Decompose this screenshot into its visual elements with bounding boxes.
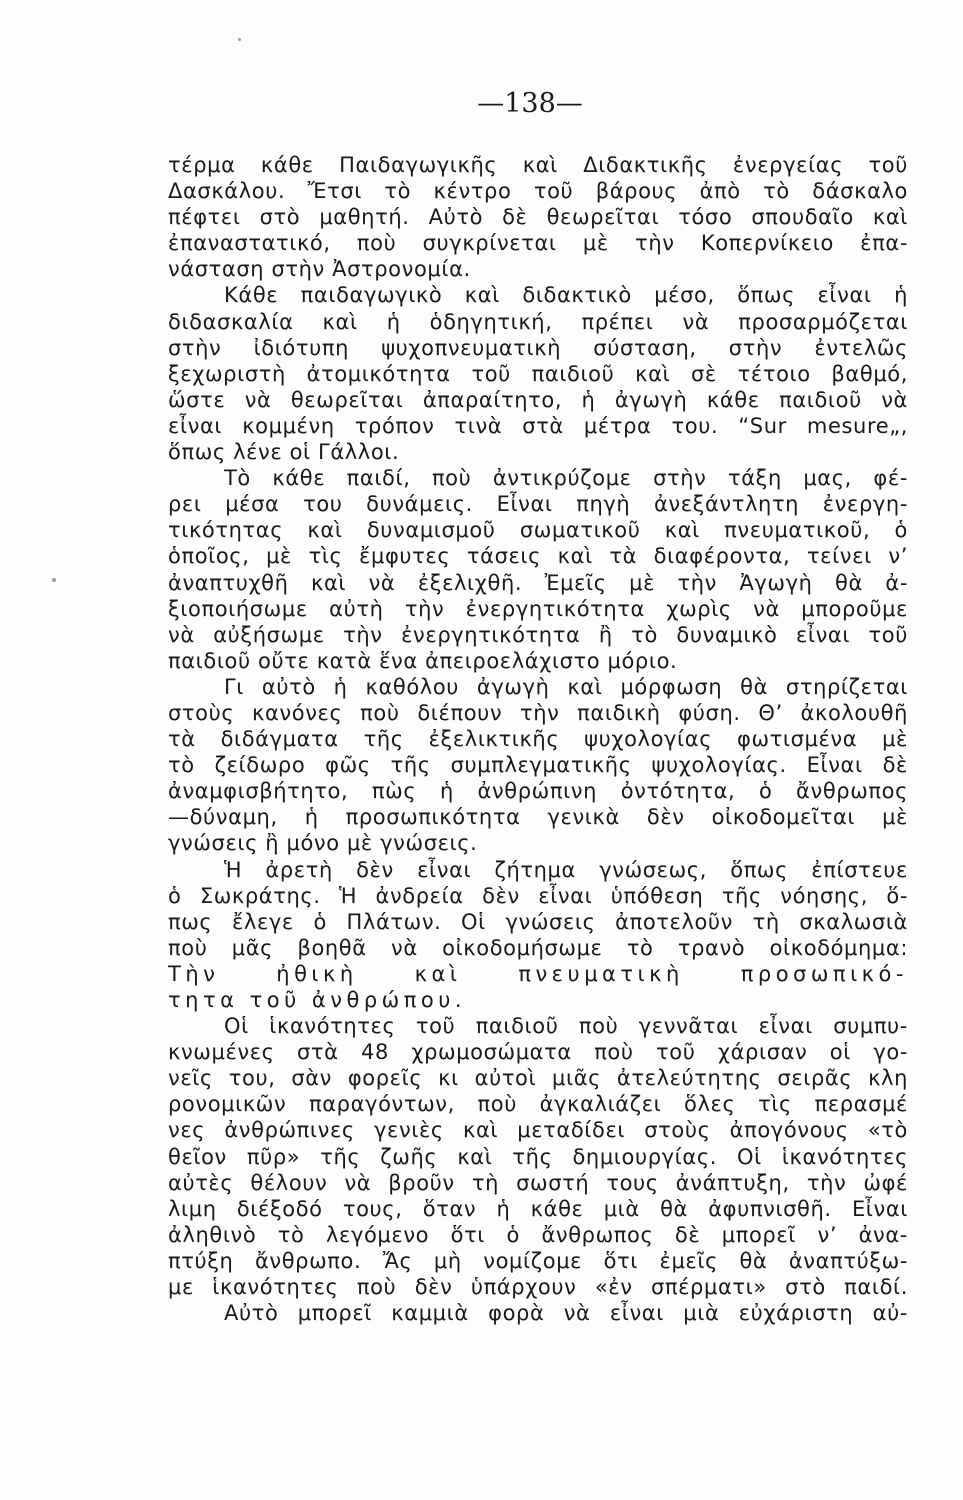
paragraph-first-line: Ἡ ἀρετὴ δὲν εἶναι ζήτημα γνώσεως, ὅπως ἐπίστευε bbox=[224, 857, 908, 882]
text-line: ὁ Σωκράτης. Ἡ ἀνδρεία δὲν εἶναι ὑπόθεση τῆς νόησης, ὅ- bbox=[168, 883, 908, 908]
text-line: Δασκάλου. Ἔτσι τὸ κέντρο τοῦ βάρους ἀπὸ τὸ δάσκαλο bbox=[168, 179, 908, 204]
text-line: τὸ ζείδωρο φῶς τῆς συμπλεγματικῆς ψυχολογίας. Εἶναι δὲ bbox=[168, 753, 908, 778]
text-line: νάσταση στὴν Ἀστρονομία. bbox=[168, 257, 471, 282]
text-line: γνώσεις ἢ μόνο μὲ γνώσεις. bbox=[168, 831, 478, 856]
text-line: με ἱκανότητες ποὺ δὲν ὑπάρχουν «ἐν σπέρματι» στὸ παιδί. bbox=[168, 1275, 908, 1300]
paper-speck bbox=[238, 38, 241, 41]
text-line: ξεχωριστὴ ἀτομικότητα τοῦ παιδιοῦ καὶ σὲ τέτοιο βαθμό, bbox=[168, 361, 908, 386]
page-number: —138— bbox=[477, 88, 583, 119]
body-text bbox=[168, 152, 908, 1326]
text-line: νὰ αὐξήσωμε τὴν ἐνεργητικότητα ἢ τὸ δυναμικὸ εἶναι τοῦ bbox=[168, 622, 908, 647]
text-line: ποὺ μᾶς βοηθᾶ νὰ οἰκοδομήσωμε τὸ τρανὸ οἰκοδόμημα: bbox=[168, 935, 908, 960]
text-line: ρονομικῶν παραγόντων, ποὺ ἀγκαλιάζει ὅλες τὶς περασμέ bbox=[168, 1092, 908, 1117]
text-line: ὅπως λένε οἱ Γάλλοι. bbox=[168, 440, 400, 465]
text-line: ὁποῖος, μὲ τὶς ἔμφυτες τάσεις καὶ τὰ διαφέροντα, τείνει ν’ bbox=[168, 544, 908, 569]
text-line: κνωμένες στὰ 48 χρωμοσώματα ποὺ τοῦ χάρισαν οἱ γο- bbox=[168, 1040, 908, 1065]
emphasized-line: τητα τοῦ ἀνθρώπου. bbox=[168, 988, 467, 1012]
text-line: ἐπαναστατικό, ποὺ συγκρίνεται μὲ τὴν Κοπερνίκειο ἐπα- bbox=[168, 231, 908, 256]
text-line: νες ἀνθρώπινες γενιὲς καὶ μεταδίδει στοὺς ἀπογόνους «τὸ bbox=[168, 1118, 908, 1143]
text-line: ἀναπτυχθῆ καὶ νὰ ἐξελιχθῆ. Ἐμεῖς μὲ τὴν Ἀγωγὴ θὰ ἀ- bbox=[168, 570, 908, 595]
text-line: αὐτὲς θέλουν νὰ βροῦν τὴ σωστή τους ἀνάπτυξη, τὴν ὠφέ bbox=[168, 1170, 908, 1195]
text-line: τέρμα κάθε Παιδαγωγικῆς καὶ Διδακτικῆς ἐνεργείας τοῦ bbox=[168, 153, 908, 177]
text-line: πτύξη ἄνθρωπο. Ἄς μὴ νομίζομε ὅτι ἐμεῖς θὰ ἀναπτύξω- bbox=[168, 1248, 908, 1273]
paragraph-first-line: Κάθε παιδαγωγικὸ καὶ διδακτικὸ μέσο, ὅπως εἶναι ἡ bbox=[224, 283, 908, 308]
text-line: στὴν ἰδιότυπη ψυχοπνευματικὴ σύσταση, στὴν ἐντελῶς bbox=[168, 335, 908, 360]
text-line: θεῖον πῦρ» τῆς ζωῆς καὶ τῆς δημιουργίας. Οἱ ἱκανότητες bbox=[168, 1144, 908, 1169]
paragraph-first-line: Αὐτὸ μπορεῖ καμμιὰ φορὰ νὰ εἶναι μιὰ εὐχάριστη αὐ- bbox=[224, 1301, 908, 1326]
paragraph-first-line: Οἱ ἱκανότητες τοῦ παιδιοῦ ποὺ γεννᾶται εἶναι συμπυ- bbox=[224, 1014, 908, 1039]
text-line: στοὺς κανόνες ποὺ διέπουν τὴν παιδικὴ φύση. Θ’ ἀκολουθῆ bbox=[168, 700, 908, 725]
text-line: ἀναμφισβήτητο, πὼς ἡ ἀνθρώπινη ὀντότητα, ὁ ἄνθρωπος bbox=[168, 779, 908, 804]
text-line: λιμη διέξοδό τους, ὅταν ἡ κάθε μιὰ θὰ ἀφυπνισθῆ. Εἶναι bbox=[168, 1196, 908, 1221]
paragraph-first-line: Γι αὐτὸ ἡ καθόλου ἀγωγὴ καὶ μόρφωση θὰ στηρίζεται bbox=[224, 674, 908, 699]
paragraph-first-line: Τὸ κάθε παιδί, ποὺ ἀντικρύζομε στὴν τάξη μας, φέ- bbox=[224, 466, 908, 491]
text-line: ρει μέσα του δυνάμεις. Εἶναι πηγὴ ἀνεξάντλητη ἐνεργη- bbox=[168, 492, 908, 517]
text-line: πως ἔλεγε ὁ Πλάτων. Οἱ γνώσεις ἀποτελοῦν τὴ σκαλωσιὰ bbox=[168, 909, 908, 934]
text-line: παιδιοῦ οὔτε κατὰ ἕνα ἀπειροελάχιστο μόριο. bbox=[168, 648, 678, 673]
text-line: νεῖς του, σὰν φορεῖς κι αὐτοὶ μιᾶς ἀτελεύτητης σειρᾶς κλη bbox=[168, 1066, 908, 1091]
text-line: διδασκαλία καὶ ἡ ὁδηγητική, πρέπει νὰ προσαρμόζεται bbox=[168, 309, 908, 334]
text-line: εἶναι κομμένη τρόπον τινὰ στὰ μέτρα του. “Sur mesure„, bbox=[168, 413, 908, 438]
emphasized-line: Τὴν ἠθικὴ καὶ πνευματικὴ προσωπικό- bbox=[168, 961, 908, 986]
text-line: ὥστε νὰ θεωρεῖται ἀπαραίτητο, ἡ ἀγωγὴ κάθε παιδιοῦ νὰ bbox=[168, 387, 908, 412]
text-line: πέφτει στὸ μαθητή. Αὐτὸ δὲ θεωρεῖται τόσο σπουδαῖο καὶ bbox=[168, 205, 908, 230]
text-line: —δύναμη, ἡ προσωπικότητα γενικὰ δὲν οἰκοδομεῖται μὲ bbox=[168, 805, 908, 830]
text-line: ἀληθινὸ τὸ λεγόμενο ὅτι ὁ ἄνθρωπος δὲ μπορεῖ ν’ ἀνα- bbox=[168, 1222, 908, 1247]
paper-speck bbox=[52, 578, 56, 582]
text-line: τὰ διδάγματα τῆς ἐξελικτικῆς ψυχολογίας φωτισμένα μὲ bbox=[168, 727, 908, 752]
text-line: τικότητας καὶ δυναμισμοῦ σωματικοῦ καὶ πνευματικοῦ, ὁ bbox=[168, 518, 908, 543]
text-line: ξιοποιήσωμε αὐτὴ τὴν ἐνεργητικότητα χωρὶς νὰ μποροῦμε bbox=[168, 596, 908, 621]
